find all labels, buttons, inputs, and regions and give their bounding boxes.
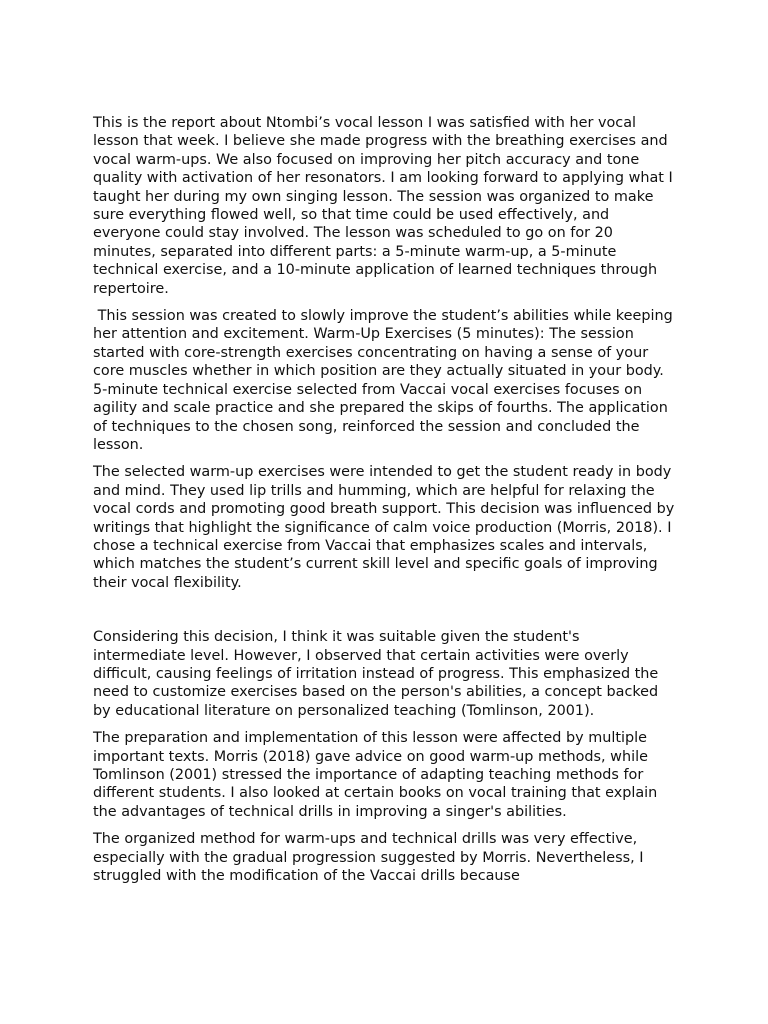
paragraph-1: This is the report about Ntombi’s vocal lesson I was satisfied with her vocal lesson that week. I believe she made progress with the breathing exercises and vocal warm-ups. We also focused on improving her pitch accuracy and tone quality with activation of her resonators. I am looking forward to applying what I taught her during my own singing lesson. The session was organized to make sure everything flowed well, so that time could be used effectively, and everyone could stay involved. The lesson was scheduled to go on for 20 minutes, separated into different parts: a 5-minute warm-up, a 5-minute technical exercise, and a 10-minute application of learned techniques through repertoire. — [93, 115, 678, 297]
document-body — [93, 114, 679, 894]
paragraph-3: The selected warm-up exercises were intended to get the student ready in body and mind. They used lip trills and humming, which are helpful for relaxing the vocal cords and promoting good breath support. This decision was influenced by writings that highlight the significance of calm voice production (Morris, 2018). I chose a technical exercise from Vaccai that emphasizes scales and intervals, which matches the student’s current skill level and specific goals of improving their vocal flexibility. — [93, 464, 679, 591]
paragraph-4: Considering this decision, I think it was suitable given the student's intermediate level. However, I observed that certain activities were overly difficult, causing feelings of irritation instead of progress. This emphasized the need to customize exercises based on the person's abilities, a concept backed by educational literature on personalized teaching (Tomlinson, 2001). — [93, 629, 663, 719]
paragraph-6: The organized method for warm-ups and technical drills was very effective, especially with the gradual progression suggested by Morris. Nevertheless, I struggled with the modification of the Vaccai drills because — [93, 831, 649, 885]
paragraph-5: The preparation and implementation of this lesson were affected by multiple important texts. Morris (2018) gave advice on good warm-up methods, while Tomlinson (2001) stressed the importance of adapting teaching methods for different students. I also looked at certain books on vocal training that explain the advantages of technical drills in improving a singer's abilities. — [93, 730, 662, 820]
paragraph-2: This session was created to slowly improve the student’s abilities while keeping her attention and excitement. Warm-Up Exercises (5 minutes): The session started with core-strength exercises concentrating on having a sense of your core muscles whether in which position are they actually situated in your body. 5-minute technical exercise selected from Vaccai vocal exercises focuses on agility and scale practice and she prepared the skips of fourths. The application of techniques to the chosen song, reinforced the session and concluded the lesson. — [93, 308, 678, 453]
